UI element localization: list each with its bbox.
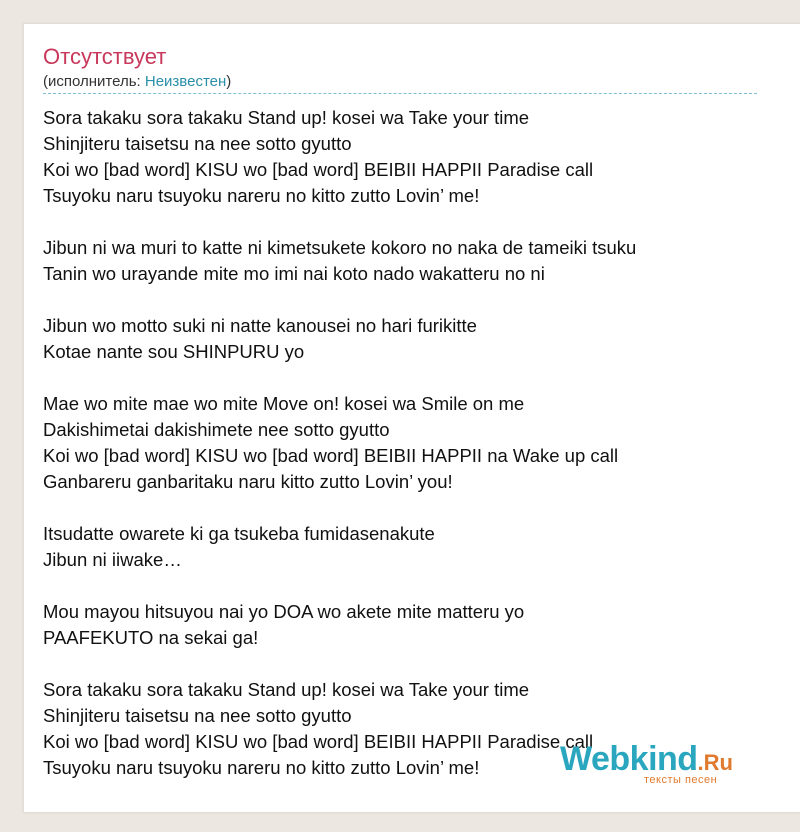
lyric-line: Sora takaku sora takaku Stand up! kosei wa Take your time [43,679,530,700]
song-title: Отсутствует [43,44,167,69]
lyric-line: Koi wo [bad word] KISU wo [bad word] BEIBII HAPPII Paradise call [43,731,594,752]
lyric-line: Ganbareru ganbaritaku naru kitto zutto Lovin’ you! [43,471,453,492]
header-divider [43,93,757,94]
artist-line [43,73,231,91]
artist-prefix: (исполнитель: [43,73,145,90]
lyric-line: Mae wo mite mae wo mite Move on! kosei wa Smile on me [43,393,525,414]
lyrics-stanza [43,313,763,365]
lyrics-stanza [43,235,763,287]
logo-wordmark: Webkind [560,740,698,778]
lyric-line: PAAFEKUTO na sekai ga! [43,627,259,648]
lyric-line: Koi wo [bad word] KISU wo [bad word] BEIBII HAPPII na Wake up call [43,445,619,466]
logo-domain: .Ru [697,750,733,775]
lyric-line: Mou mayou hitsuyou nai yo DOA wo akete mite matteru yo [43,601,525,622]
lyric-line: Shinjiteru taisetsu na nee sotto gyutto [43,705,352,726]
lyrics-stanza [43,521,763,573]
lyric-line: Itsudatte owarete ki ga tsukeba fumidasenakute [43,523,435,544]
lyric-line: Koi wo [bad word] KISU wo [bad word] BEIBII HAPPII Paradise call [43,159,594,180]
lyrics-card [23,23,800,813]
webkind-logo[interactable] [560,740,733,786]
lyric-line: Tsuyoku naru tsuyoku nareru no kitto zutto Lovin’ me! [43,757,480,778]
lyrics-stanza [43,599,763,651]
lyric-line: Shinjiteru taisetsu na nee sotto gyutto [43,133,352,154]
artist-suffix: ) [226,73,232,90]
lyric-line: Dakishimetai dakishimete nee sotto gyutto [43,419,390,440]
lyric-line: Jibun ni iiwake… [43,549,182,570]
artist-link[interactable]: Неизвестен [144,73,227,90]
lyric-line: Jibun wo motto suki ni natte kanousei no hari furikitte [43,315,477,336]
lyric-line: Kotae nante sou SHINPURU yo [43,341,305,362]
lyric-line: Jibun ni wa muri to katte ni kimetsukete kokoro no naka de tameiki tsuku [43,237,637,258]
lyrics-stanza [43,105,763,209]
lyrics-body [43,105,763,807]
lyrics-stanza [43,391,763,495]
lyric-line: Tsuyoku naru tsuyoku nareru no kitto zutto Lovin’ me! [43,185,480,206]
lyric-line: Sora takaku sora takaku Stand up! kosei wa Take your time [43,107,530,128]
lyric-line: Tanin wo urayande mite mo imi nai koto nado wakatteru no ni [43,263,545,284]
logo-tagline: тексты песен [644,774,718,786]
